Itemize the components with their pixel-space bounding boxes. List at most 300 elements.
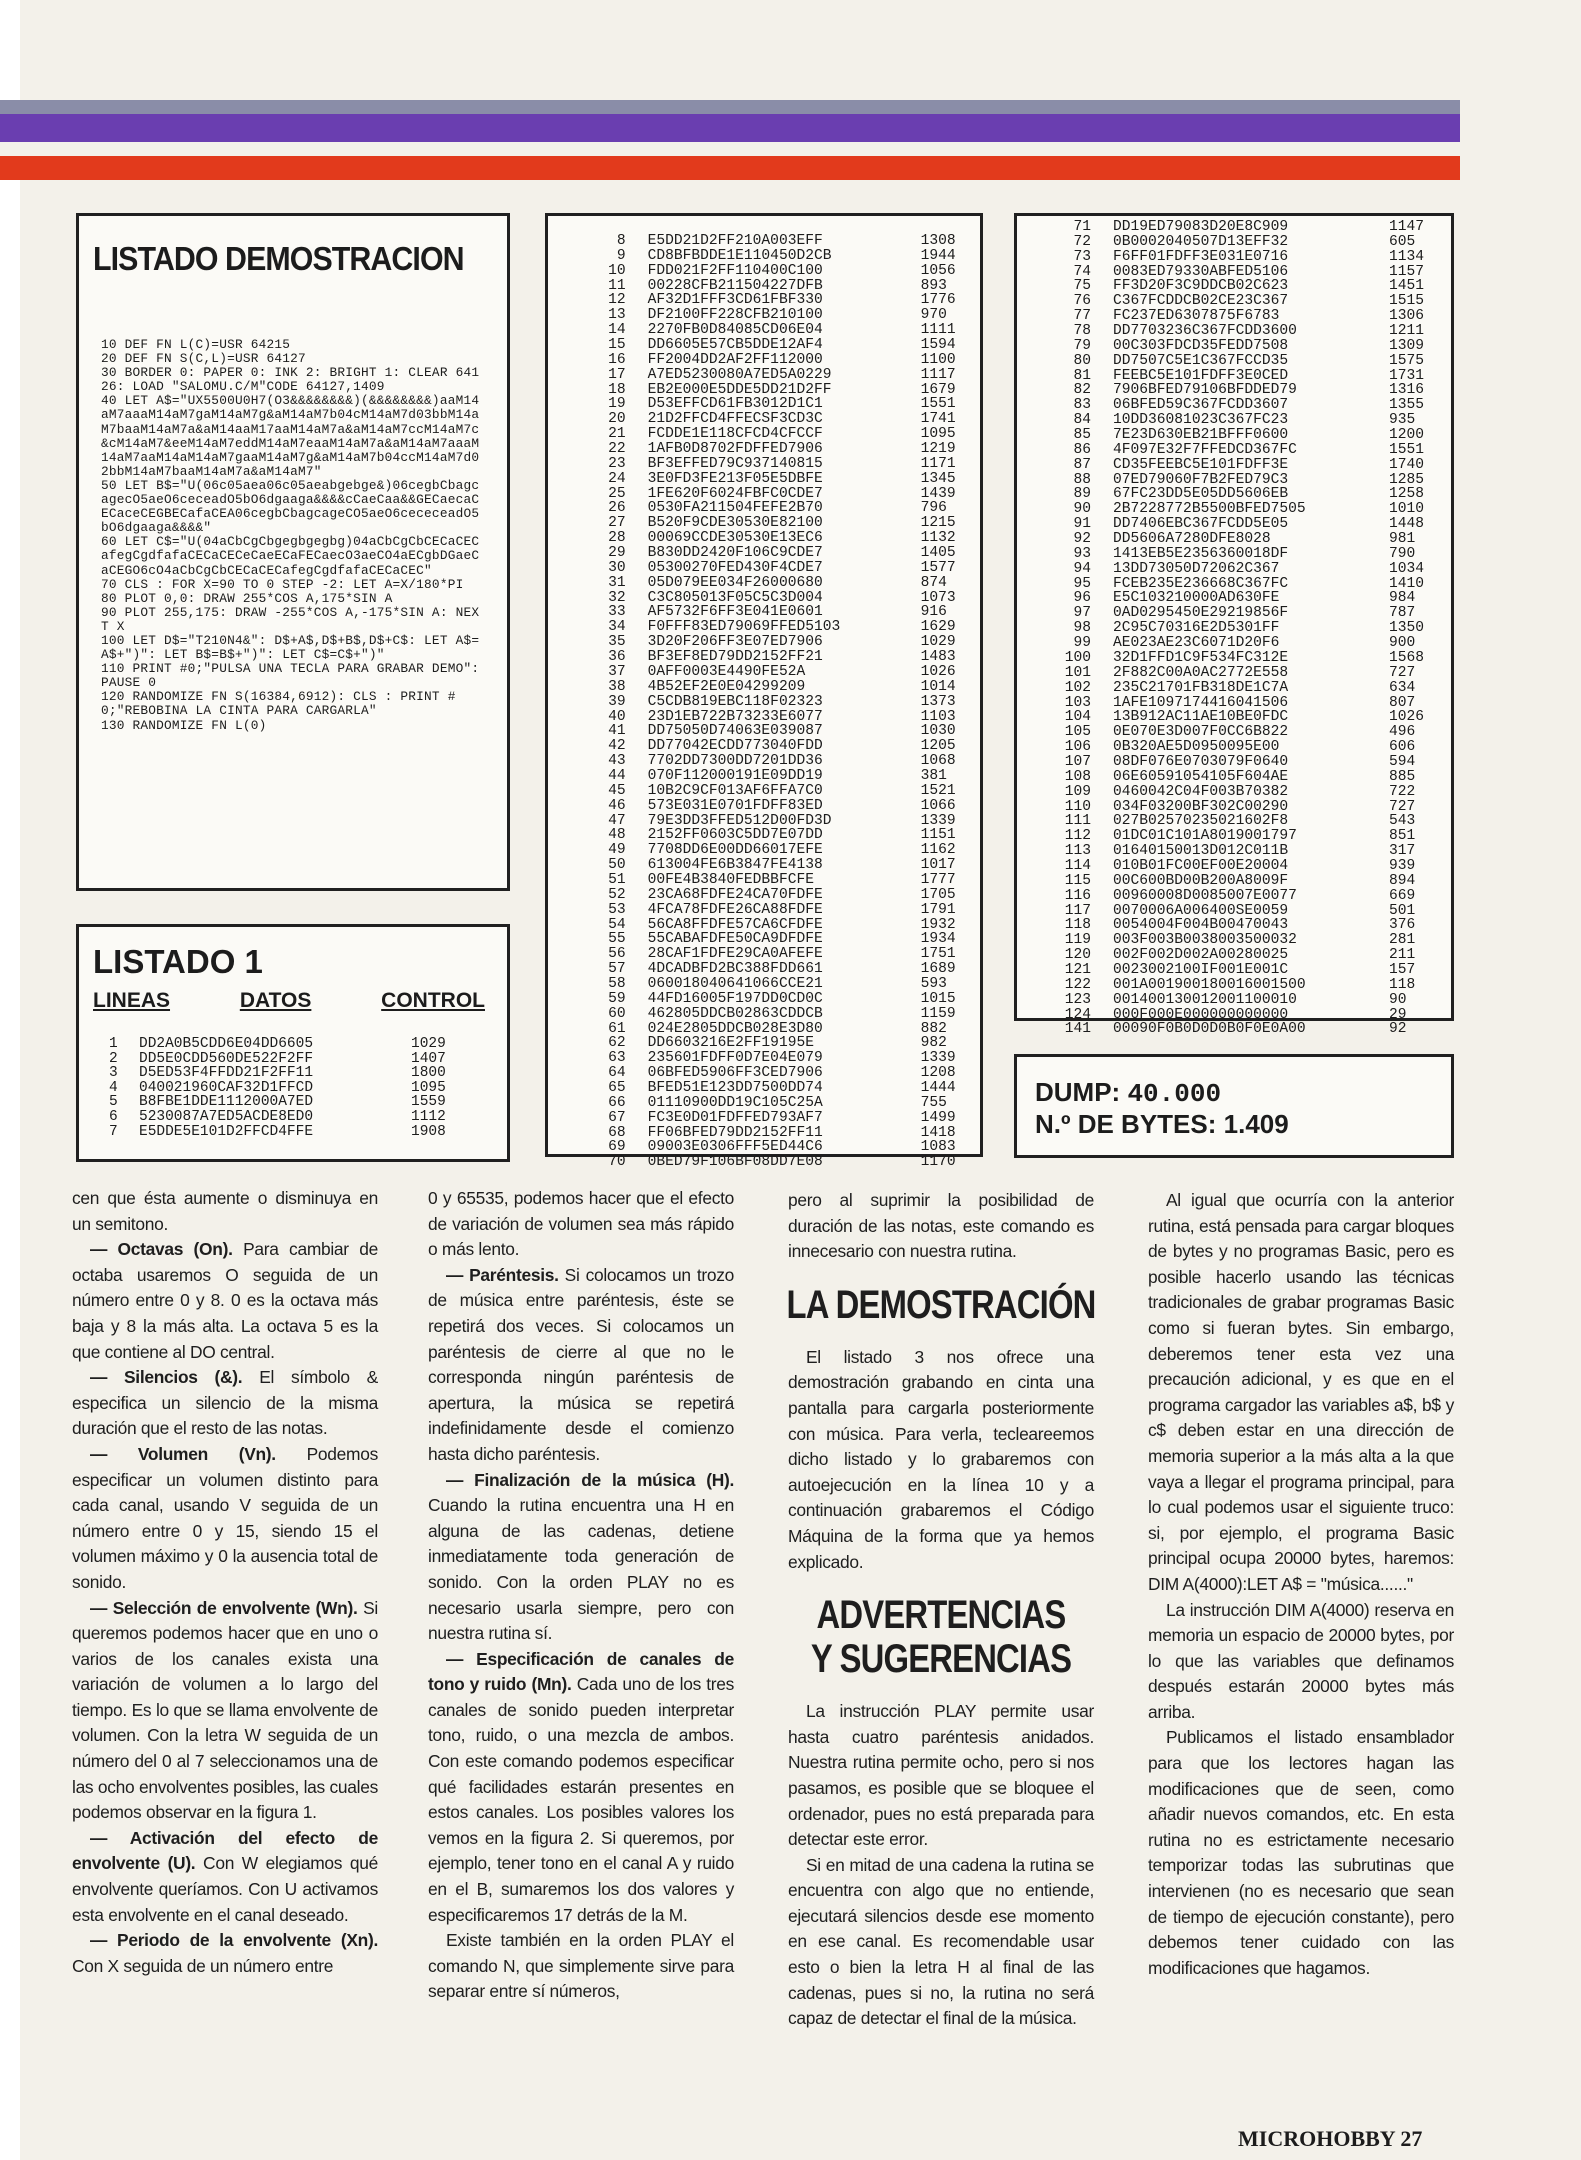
listing-line [586,620,980,635]
line-checksum: 606 [1389,739,1416,756]
listing-line [1051,844,1451,859]
line-data: 462805DDCB02863CDDCB [647,1005,823,1022]
line-number: 45 [608,782,626,799]
line-number: 118 [1064,917,1091,934]
line-checksum: 1345 [920,470,956,487]
line-checksum: 882 [920,1020,947,1037]
line-checksum: 1944 [920,247,956,264]
line-data: 001400130012001100010 [1113,991,1297,1008]
line-data: BFED51E123DD7500DD74 [647,1079,823,1096]
listing-line [586,338,980,353]
paragraph: La instrucción DIM A(4000) reserva en memoria un espacio de 20000 bytes, por lo que las variables que definamos después estarán 20000 bytes más arriba. [1148,1599,1454,1722]
line-checksum: 1418 [920,1124,956,1141]
line-number: 86 [1073,441,1091,458]
listing-line [1051,294,1451,309]
line-data: 32D1FFD1C9F534FC312E [1113,649,1289,666]
line-checksum: 1034 [1389,560,1425,577]
listing-line [1051,309,1451,324]
line-checksum: 1100 [920,351,956,368]
line-number: 33 [608,604,626,621]
line-number: 67 [608,1109,626,1126]
line-checksum: 1200 [1389,427,1425,444]
line-checksum: 727 [1389,664,1416,681]
line-data: FF2004DD2AF2FF112000 [647,351,823,368]
line-data: 0083ED79330ABFED5106 [1113,263,1289,280]
line-data: 10B2C9CF013AF6FFA7C0 [647,782,823,799]
listing-line [1051,383,1451,398]
listing-line [586,531,980,546]
line-data: 05D079EE034F26000680 [647,574,823,591]
line-data: 0460042C04F003B70382 [1113,783,1289,800]
line-data: E5DDE5E101D2FFCD4FFE [139,1123,314,1140]
line-data: 2C95C70316E2D5301FF [1113,620,1280,637]
line-number: 19 [608,396,626,413]
line-data: 00C303FDCD35FEDD7508 [1113,337,1289,354]
line-number: 111 [1064,813,1091,830]
line-data: 0070006A006400SE0059 [1113,902,1289,919]
listing-line [1051,532,1451,547]
line-checksum: 1029 [411,1036,446,1052]
listing-line [586,279,980,294]
line-checksum: 1073 [920,589,956,606]
line-data: FC237ED6307875F6783 [1113,308,1280,325]
line-checksum: 755 [920,1094,947,1111]
line-checksum: 727 [1389,798,1416,815]
line-data: FC3E0D01FDFFED793AF7 [647,1109,823,1126]
line-data: E5DD21D2FF210A003EFF [647,233,823,249]
line-checksum: 1215 [920,515,956,532]
line-data: 05300270FED430F4CDE7 [647,559,823,576]
line-data: 01DC01C101A8019001797 [1113,828,1297,845]
line-number: 100 [1064,649,1091,666]
listing-line [1051,220,1451,235]
line-number: 84 [1073,412,1091,429]
listing-line [586,1081,980,1096]
listing-line [1051,354,1451,369]
listing-line [586,962,980,977]
paragraph: — Selección de envolvente (Wn). Si queremos podemos hacer que en uno o varios de los canales exista una variación de volumen a lo largo del tiempo. Es lo que se llama envolvente de volumen. Con la letra W seguida de un número del 0 al 7 seleccionamos una de las ocho envolventes posibles, las cuales podemos observar en la figura 1. [72,1597,378,1823]
line-checksum: 1705 [920,886,956,903]
listing-line [586,264,980,279]
line-data: 1AFB0D8702FDFFED7906 [647,441,823,458]
line-number: 85 [1073,427,1091,444]
line-number: 122 [1064,976,1091,993]
line-data: 024E2805DDCB028E3D80 [647,1020,823,1037]
line-data: 13DD73050D72062C367 [1113,560,1280,577]
listing-line [586,1022,980,1037]
dump-info-box [1014,1054,1454,1158]
line-checksum: 1103 [920,708,956,725]
line-number: 10 [608,262,626,279]
line-data: DD5E0CDD560DE522F2FF [139,1050,314,1067]
listing-line [586,442,980,457]
paragraph: La instrucción PLAY permite usar hasta cuatro paréntesis anidados. Nuestra rutina permite ocho, pero si nos pasamos, es posible que se bloquee el ordenador, pues no está preparada para detectar este error. [788,1701,1094,1850]
listing-line [1051,1008,1451,1023]
line-number: 107 [1064,753,1091,770]
listing-line [586,769,980,784]
line-number: 14 [608,322,626,339]
listing-line [1051,755,1451,770]
listing-line [1051,859,1451,874]
line-number: 40 [608,708,626,725]
line-checksum: 1083 [920,1139,956,1156]
listing-line [586,591,980,606]
line-number: 58 [608,975,626,992]
line-data: AE023AE23C6071D20F6 [1113,635,1280,652]
listing-line [1051,562,1451,577]
line-data: 00C600BD00B200A8009F [1113,872,1289,889]
listing-line [586,457,980,472]
line-number: 89 [1073,486,1091,503]
listing-line [586,1126,980,1141]
line-checksum: 1350 [1389,620,1425,637]
line-checksum: 496 [1389,724,1416,741]
line-data: D5ED53F4FFDD21F2FF11 [139,1065,314,1082]
line-checksum: 1029 [920,634,956,651]
dump-value: 40.000 [1127,1079,1222,1109]
line-data: EB2E000E5DDE5DD21D2FF [647,381,832,398]
line-number: 43 [608,753,626,770]
line-number: 59 [608,990,626,1007]
line-data: 28CAF1FDFE29CA0AFEFE [647,946,823,963]
line-data: C3C805013F05C5C3D004 [647,589,823,606]
listing-line [1051,279,1451,294]
line-checksum: 90 [1389,991,1407,1008]
line-number: 29 [608,545,626,562]
line-data: 040021960CAF32D1FFCD [139,1079,314,1096]
listing-line [1051,606,1451,621]
line-checksum: 1339 [920,1050,956,1067]
line-data: FCEB235E236668C367FC [1113,575,1289,592]
paragraph: 0 y 65535, podemos hacer que el efecto de variación de volumen sea más rápido o más lento. [428,1188,734,1260]
line-data: 00960008D0085007E0077 [1113,887,1297,904]
demo-listing-box [76,213,510,891]
line-checksum: 1117 [920,366,956,383]
line-number: 28 [608,530,626,547]
line-data: 0E070E3D007F0CC6B822 [1113,724,1289,741]
line-number: 79 [1073,337,1091,354]
line-data: 613004FE6B3847FE4138 [647,857,823,874]
line-data: DD19ED79083D20E8C909 [1113,219,1289,235]
paragraph: El listado 3 nos ofrece una demostración grabando en cinta una pantalla para cargarla posteriormente con música. Para verla, tecleareemos dicho listado y lo grabaremos con autoejecución en la línea 10 y a continuación grabaremos el Código Máquina de la forma que ya hemos explicado. [788,1346,1094,1572]
line-checksum: 1339 [920,812,956,829]
listado1-header-row [93,989,485,1013]
line-data: 003F003B0038003500032 [1113,932,1297,949]
line-number: 121 [1064,961,1091,978]
line-checksum: 1483 [920,649,956,666]
line-number: 27 [608,515,626,532]
listing-line [1051,413,1451,428]
line-number: 73 [1073,248,1091,265]
article-column-2 [428,1186,734,2005]
paragraph-lead: — Especificación de canales de tono y ruido (Mn). [428,1648,734,1695]
listing-line [1051,502,1451,517]
line-number: 91 [1073,516,1091,533]
listing-line [1051,889,1451,904]
line-data: BF3EFFED79C937140815 [647,455,823,472]
line-data: 55CABAFDFE50CA9DFDFE [647,931,823,948]
line-checksum: 1026 [1389,709,1425,726]
line-data: B8FBE1DDE1112000A7ED [139,1094,314,1111]
line-number: 12 [608,292,626,309]
listing-line [1051,829,1451,844]
line-checksum: 669 [1389,887,1416,904]
listing-line [1051,428,1451,443]
line-number: 109 [1064,783,1091,800]
paragraph: Al igual que ocurría con la anterior rutina, está pensada para cargar bloques de bytes y no programas Basic, pero es posible hacerlo usando las técnicas tradicionales de grabar programas Basic como si fueran bytes. Sin embargo, deberemos tener esta vez una precaución adicional, y es que en el programa cargador las variables a$, b$ y c$ deben estar en una dirección de memoria superior a la más alta a la que vaya a llegar el programa principal, para lo cual podemos usar el siguiente truco: si, por ejemplo, el programa Basic principal ocupa 20000 bytes, haremos: DIM A(4000):LET A$ = "música......" [1148,1190,1454,1594]
listing-line [586,843,980,858]
listing-line [1051,473,1451,488]
line-number: 31 [608,574,626,591]
line-checksum: 1306 [1389,308,1425,325]
line-number: 101 [1064,664,1091,681]
line-data: 3D20F206FF3E07ED7906 [647,634,823,651]
listing-line [1051,770,1451,785]
line-checksum: 1751 [920,946,956,963]
line-number: 49 [608,842,626,859]
bytes-value: 1.409 [1223,1109,1289,1139]
line-number: 56 [608,946,626,963]
line-number: 124 [1064,1006,1091,1023]
line-checksum: 981 [1389,531,1416,548]
line-data: DD77042ECDD773040FDD [647,738,823,755]
listing-line [586,1155,980,1170]
listing-line [1051,621,1451,636]
line-checksum: 893 [920,277,947,294]
line-data: 23CA68FDFE24CA70FDFE [647,886,823,903]
listing-line [586,888,980,903]
line-data: 4F097E32F7FFEDCD367FC [1113,441,1297,458]
line-checksum: 1112 [411,1108,446,1125]
line-number: 70 [608,1154,626,1171]
line-checksum: 935 [1389,412,1416,429]
paragraph: — Periodo de la envolvente (Xn). Con X seguida de un número entre [72,1930,378,1976]
line-checksum: 594 [1389,753,1416,770]
line-checksum: 1679 [920,381,956,398]
paragraph: — Finalización de la música (H). Cuando la rutina encuentra una H en alguna de las cadenas, detiene inmediatamente toda generación de sonido. Con la orden PLAY no es necesario usarla siempre, pero con nuestra rutina sí. [428,1469,734,1644]
listing-line [586,635,980,650]
listing-line [1051,324,1451,339]
line-number: 36 [608,649,626,666]
line-data: 06E60591054105F604AE [1113,768,1289,785]
line-data: 79E3DD3FFED512D00FD3D [647,812,832,829]
line-number: 93 [1073,545,1091,562]
line-number: 30 [608,559,626,576]
line-number: 87 [1073,456,1091,473]
line-number: 44 [608,767,626,784]
listing-line [1051,577,1451,592]
listing-line [586,1140,980,1155]
listing-line [586,1096,980,1111]
line-checksum: 376 [1389,917,1416,934]
line-checksum: 1355 [1389,397,1425,414]
line-checksum: 1219 [920,441,956,458]
line-data: DD7406EBC367FCDD5E05 [1113,516,1289,533]
listado1-title: LISTADO 1 [93,943,263,980]
paragraph-lead: — Paréntesis. [446,1264,559,1285]
listing-line [586,383,980,398]
line-data: DD7703236C367FCDD3600 [1113,323,1297,340]
line-number: 47 [608,812,626,829]
line-data: DD2A0B5CDD6E04DD6605 [139,1036,314,1052]
listing-line [586,605,980,620]
line-data: 1AFE1097174416041506 [1113,694,1289,711]
line-number: 52 [608,886,626,903]
line-checksum: 157 [1389,961,1416,978]
listing-line [586,799,980,814]
line-data: 070F112000191E09DD19 [647,767,823,784]
line-checksum: 874 [920,574,947,591]
paragraph: — Paréntesis. Si colocamos un trozo de música entre paréntesis, éste se repetirá dos veces. Si colocamos un paréntesis de cierre al que no le corresponda ningún paréntesis de apertura, la música se repetirá indefinidamente desde el comienzo hasta dicho paréntesis. [428,1264,734,1464]
listing-line [586,784,980,799]
listado1-row [109,1066,487,1081]
line-checksum: 787 [1389,605,1416,622]
listing-line [586,546,980,561]
line-number: 25 [608,485,626,502]
listing-line [1051,666,1451,681]
line-checksum: 1575 [1389,352,1425,369]
line-checksum: 1208 [920,1065,956,1082]
line-number: 34 [608,619,626,636]
listing-line [1051,948,1451,963]
line-number: 68 [608,1124,626,1141]
page-spine [0,0,20,2160]
line-number: 117 [1064,902,1091,919]
line-checksum: 916 [920,604,947,621]
header-stripe-gap [0,142,1460,156]
line-number: 61 [608,1020,626,1037]
line-data: 7708DD6E00DD66017EFE [647,842,823,859]
line-data: DF2100FF228CFB210100 [647,307,823,324]
line-number: 32 [608,589,626,606]
line-number: 39 [608,693,626,710]
line-checksum: 1741 [920,411,956,428]
line-checksum: 790 [1389,545,1416,562]
line-number: 4 [109,1079,118,1096]
line-data: 2F882C00A0AC2772E558 [1113,664,1289,681]
line-checksum: 851 [1389,828,1416,845]
line-number: 23 [608,455,626,472]
listing-line [586,665,980,680]
listado-continuation-lines [586,234,980,1170]
listing-line [586,992,980,1007]
line-checksum: 900 [1389,635,1416,652]
line-data: 21D2FFCD4FFECSF3CD3C [647,411,823,428]
listing-line [1051,339,1451,354]
listing-line [586,754,980,769]
line-checksum: 1551 [920,396,956,413]
line-number: 102 [1064,679,1091,696]
line-number: 3 [109,1065,118,1082]
line-number: 77 [1073,308,1091,325]
line-checksum: 807 [1389,694,1416,711]
listing-line [586,293,980,308]
listing-line [1051,636,1451,651]
listing-line [586,710,980,725]
line-data: DD6605E57CB5DDE12AF4 [647,337,823,354]
line-checksum: 1407 [411,1050,446,1067]
line-data: 67FC23DD5E05DD5606EB [1113,486,1289,503]
line-checksum: 1111 [920,322,956,339]
line-data: 1FE620F6024FBFC0CDE7 [647,485,823,502]
line-checksum: 1205 [920,738,956,755]
line-number: 16 [608,351,626,368]
listing-line [1051,547,1451,562]
line-checksum: 1594 [920,337,956,354]
section-title-advertencias: ADVERTENCIAS [816,1593,1066,1638]
line-data: FF06BFED79DD2152FF11 [647,1124,823,1141]
line-data: FEEBC5E101FDFF3E0CED [1113,367,1289,384]
line-checksum: 381 [920,767,947,784]
line-checksum: 1095 [920,426,956,443]
line-data: 4FCA78FDFE26CA88FDFE [647,901,823,918]
line-data: F0FFF83ED79069FFED5103 [647,619,841,636]
line-number: 119 [1064,932,1091,949]
line-checksum: 796 [920,500,947,517]
line-number: 72 [1073,233,1091,250]
line-checksum: 1030 [920,723,956,740]
listing-line [1051,265,1451,280]
line-number: 71 [1073,219,1091,235]
line-number: 92 [1073,531,1091,548]
line-checksum: 1147 [1389,219,1425,235]
listing-line [1051,235,1451,250]
listing-line [586,412,980,427]
line-checksum: 1444 [920,1079,956,1096]
line-number: 13 [608,307,626,324]
listing-line [586,695,980,710]
listing-line [1051,710,1451,725]
line-checksum: 970 [920,307,947,324]
line-number: 105 [1064,724,1091,741]
line-checksum: 1740 [1389,456,1425,473]
line-number: 42 [608,738,626,755]
article-column-3 [788,1188,1094,2032]
article-column-1 [72,1186,378,1979]
listing-line [586,576,980,591]
listing-line [1051,785,1451,800]
line-checksum: 1026 [920,663,956,680]
line-checksum: 1932 [920,916,956,933]
line-number: 55 [608,931,626,948]
line-data: 001A001900180016001500 [1113,976,1306,993]
line-number: 88 [1073,471,1091,488]
line-data: F6FF01FDFF3E031E0716 [1113,248,1289,265]
line-number: 9 [616,247,626,264]
line-data: 0B0002040507D13EFF32 [1113,233,1289,250]
line-checksum: 1095 [411,1079,446,1096]
listing-line [1051,918,1451,933]
listing-line [586,1007,980,1022]
line-number: 21 [608,426,626,443]
line-number: 26 [608,500,626,517]
line-checksum: 1791 [920,901,956,918]
line-number: 98 [1073,620,1091,637]
paragraph-lead: — Silencios (&). [90,1367,243,1388]
line-data: 2152FF0603C5DD7E07DD [647,827,823,844]
listing-line [586,932,980,947]
line-data: 2270FB0D84085CD06E04 [647,322,823,339]
line-checksum: 1405 [920,545,956,562]
line-number: 110 [1064,798,1091,815]
line-number: 74 [1073,263,1091,280]
listado1-row [109,1125,487,1140]
paragraph: Si en mitad de una cadena la rutina se encuentra con algo que no entiende, ejecutará silencios desde ese momento en ese canal. Es recomendable usar esto o bien la letra H al final de las cadenas, pues si no, la rutina no será capaz de detectar el final de la música. [788,1854,1094,2029]
line-number: 6 [109,1108,118,1125]
listing-line [586,1036,980,1051]
line-data: 7702DD7300DD7201DD36 [647,753,823,770]
line-number: 94 [1073,560,1091,577]
